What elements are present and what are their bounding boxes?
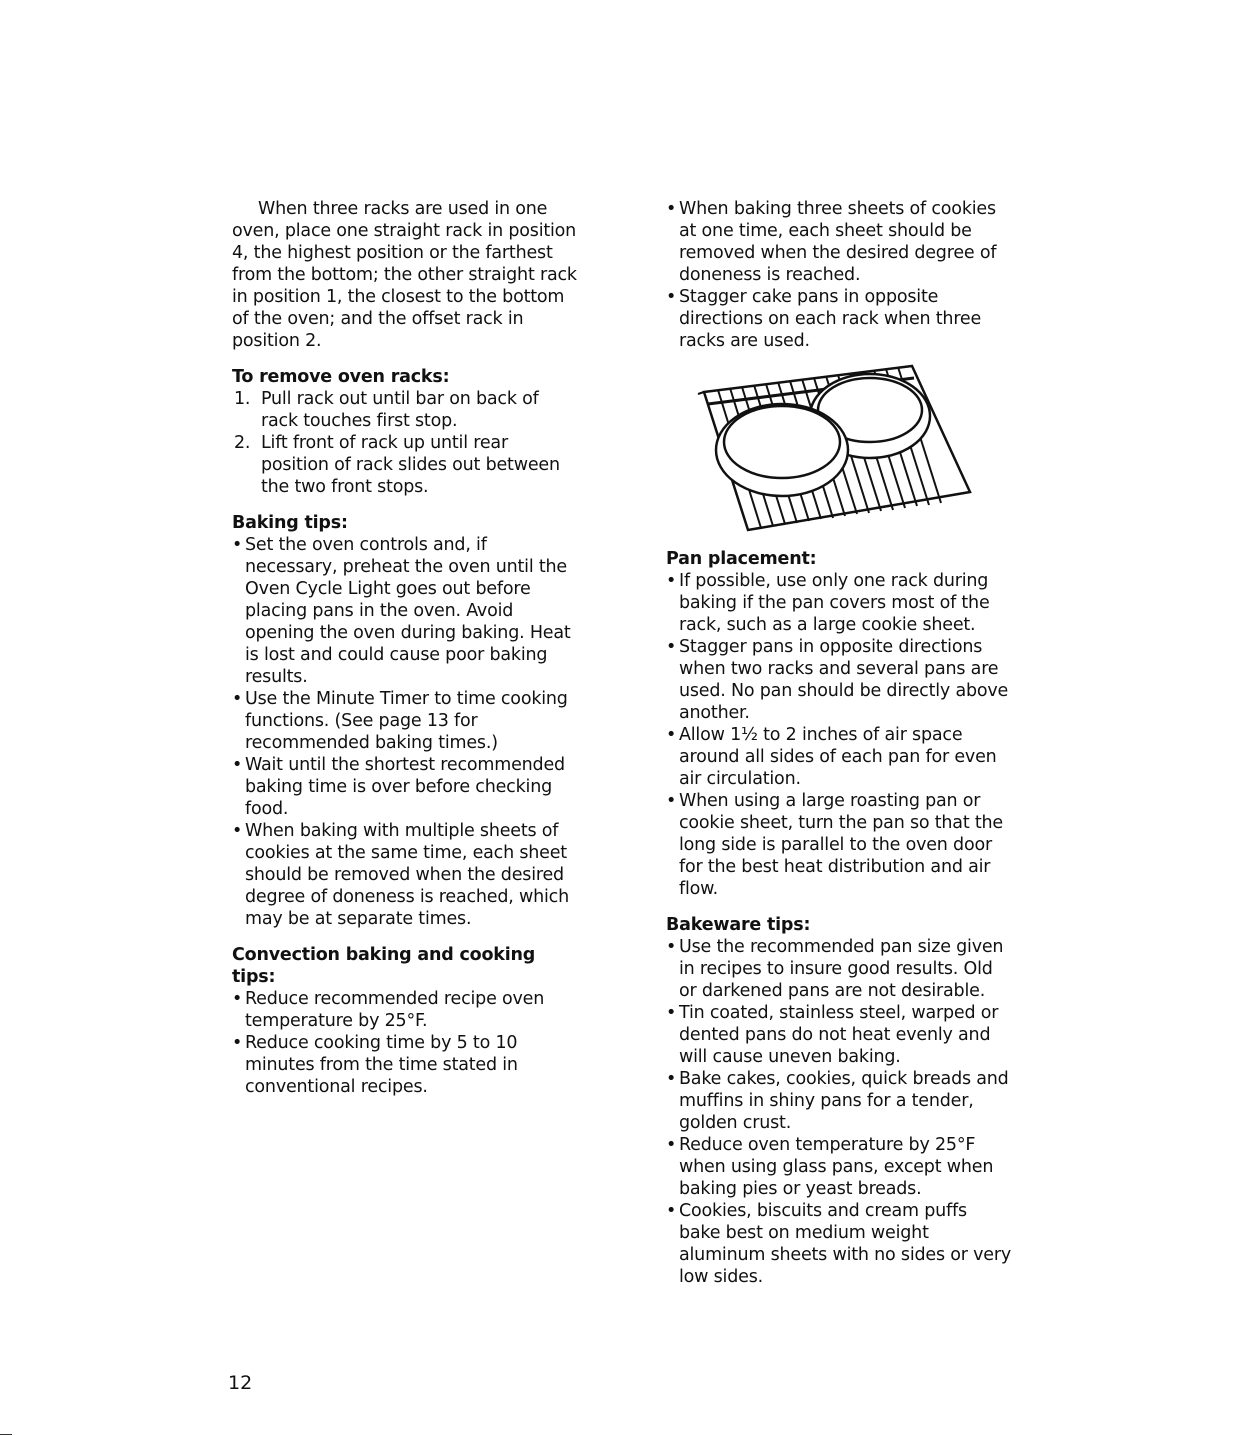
bullet-icon: • <box>666 1003 677 1023</box>
list-item <box>232 820 577 930</box>
list-item-text: Tin coated, stainless steel, warped or dented pans do not heat evenly and will cause uneven baking. <box>679 1003 999 1067</box>
bullet-icon: • <box>666 287 677 307</box>
list-item-text: Reduce oven temperature by 25°F when using glass pans, except when baking pies or yeast breads. <box>679 1135 994 1199</box>
left-column <box>232 198 577 1098</box>
bullet-icon: • <box>666 637 677 657</box>
scan-edge-mark <box>0 1434 12 1435</box>
bullet-icon: • <box>232 821 243 841</box>
cake-pans-on-rack-illustration <box>694 364 984 534</box>
bakeware-tips-list <box>666 936 1011 1288</box>
list-item-text: Allow 1½ to 2 inches of air space around all sides of each pan for even air circulation. <box>679 725 997 789</box>
list-item <box>666 286 1011 352</box>
list-item <box>666 636 1011 724</box>
bullet-icon: • <box>666 1069 677 1089</box>
page-number: 12 <box>228 1372 253 1394</box>
bullet-icon: • <box>666 937 677 957</box>
list-item-text: When baking three sheets of cookies at one time, each sheet should be removed when the desired degree of doneness is reached. <box>679 199 997 285</box>
list-item <box>232 754 577 820</box>
step-number: 1. <box>234 389 251 409</box>
right-column <box>666 198 1011 1288</box>
bullet-icon: • <box>232 755 243 775</box>
intro-paragraph: When three racks are used in one oven, place one straight rack in position 4, the highest position or the farthest from the bottom; the other straight rack in position 1, the closest to the bottom of the oven; and the offset rack in position 2. <box>232 199 577 351</box>
step-text: Pull rack out until bar on back of rack touches first stop. <box>261 389 539 431</box>
list-item <box>666 724 1011 790</box>
list-item-text: Reduce cooking time by 5 to 10 minutes from the time stated in conventional recipes. <box>245 1033 518 1097</box>
bullet-icon: • <box>232 689 243 709</box>
list-item <box>666 936 1011 1002</box>
list-item-text: Bake cakes, cookies, quick breads and muffins in shiny pans for a tender, golden crust. <box>679 1069 1009 1133</box>
bullet-icon: • <box>666 199 677 219</box>
bullet-icon: • <box>666 725 677 745</box>
step-text: Lift front of rack up until rear position of rack slides out between the two front stops. <box>261 433 560 497</box>
list-item <box>232 988 577 1032</box>
pan-placement-heading: Pan placement: <box>666 549 817 569</box>
bakeware-tips-section <box>666 914 1011 1288</box>
bullet-icon: • <box>232 535 243 555</box>
convection-tips-list <box>232 988 577 1098</box>
baking-tips-heading: Baking tips: <box>232 513 348 533</box>
remove-racks-heading: To remove oven racks: <box>232 367 450 387</box>
bullet-icon: • <box>666 791 677 811</box>
list-item <box>666 198 1011 286</box>
list-item-text: Cookies, biscuits and cream puffs bake best on medium weight aluminum sheets with no sides or very low sides. <box>679 1201 1011 1287</box>
list-item <box>666 1068 1011 1134</box>
list-item <box>232 534 577 688</box>
list-item-text: When baking with multiple sheets of cookies at the same time, each sheet should be removed when the desired degree of doneness is reached, which may be at separate times. <box>245 821 569 929</box>
bullet-icon: • <box>232 1033 243 1053</box>
list-item-text: When using a large roasting pan or cookie sheet, turn the pan so that the long side is parallel to the oven door for the best heat distribution and air flow. <box>679 791 1003 899</box>
front-cake-pan <box>716 404 848 496</box>
bullet-icon: • <box>232 989 243 1009</box>
list-item-text: If possible, use only one rack during baking if the pan covers most of the rack, such as a large cookie sheet. <box>679 571 990 635</box>
list-item-text: Use the Minute Timer to time cooking functions. (See page 13 for recommended baking times.) <box>245 689 568 753</box>
list-item <box>232 688 577 754</box>
list-item <box>666 570 1011 636</box>
convection-tips-heading: Convection baking and cooking tips: <box>232 945 536 987</box>
convection-tips-section <box>232 944 577 1098</box>
remove-step <box>232 432 577 498</box>
remove-racks-section <box>232 366 577 498</box>
list-item <box>666 1134 1011 1200</box>
list-item-text: Use the recommended pan size given in recipes to insure good results. Old or darkened pans are not desirable. <box>679 937 1004 1001</box>
baking-tips-list <box>232 534 577 930</box>
list-item <box>666 1200 1011 1288</box>
remove-steps-list <box>232 388 577 498</box>
pan-placement-section <box>666 548 1011 900</box>
bakeware-tips-heading: Bakeware tips: <box>666 915 811 935</box>
step-number: 2. <box>234 433 251 453</box>
cookie-sheet-tips-list <box>666 198 1011 352</box>
list-item-text: Reduce recommended recipe oven temperature by 25°F. <box>245 989 545 1031</box>
bullet-icon: • <box>666 1201 677 1221</box>
list-item-text: Stagger pans in opposite directions when two racks and several pans are used. No pan should be directly above another. <box>679 637 1009 723</box>
bullet-icon: • <box>666 571 677 591</box>
pan-placement-list <box>666 570 1011 900</box>
list-item-text: Stagger cake pans in opposite directions on each rack when three racks are used. <box>679 287 982 351</box>
list-item-text: Wait until the shortest recommended baking time is over before checking food. <box>245 755 565 819</box>
bullet-icon: • <box>666 1135 677 1155</box>
baking-tips-section <box>232 512 577 930</box>
remove-step <box>232 388 577 432</box>
list-item-text: Set the oven controls and, if necessary, preheat the oven until the Oven Cycle Light goes out before placing pans in the oven. Avoid opening the oven during baking. Heat is lost and could cause poor baking results. <box>245 535 571 687</box>
list-item <box>666 790 1011 900</box>
list-item <box>232 1032 577 1098</box>
list-item <box>666 1002 1011 1068</box>
